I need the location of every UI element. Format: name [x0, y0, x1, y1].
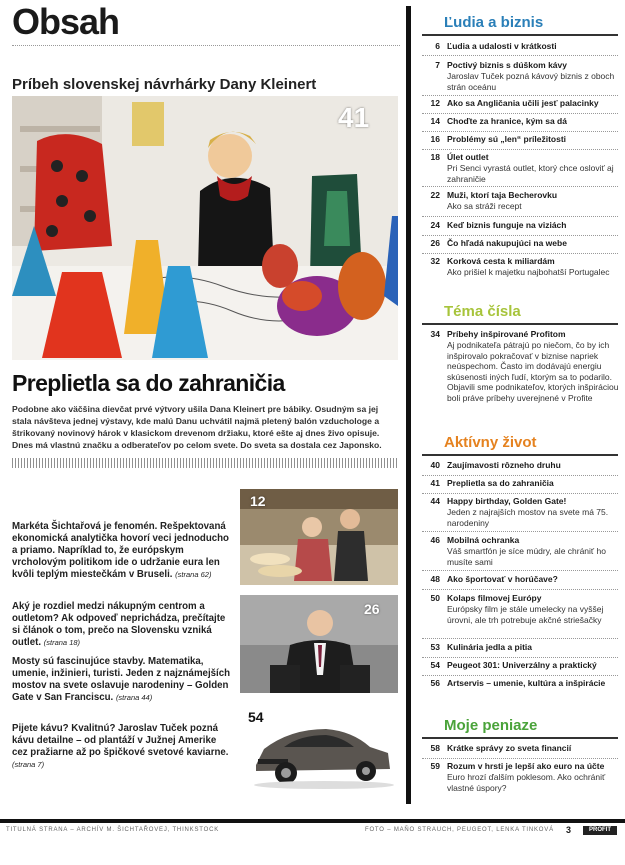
- toc-title: Čo hľadá nakupujúci na webe: [447, 238, 567, 248]
- toc-divider: [422, 216, 618, 217]
- toc-divider: [422, 113, 618, 114]
- toc-page: 40: [430, 460, 440, 470]
- toc-page: 56: [430, 678, 440, 688]
- toc-title: Príbehy inšpirované Profitom: [447, 329, 566, 339]
- section-title: [444, 14, 543, 31]
- toc-divider: [422, 253, 618, 254]
- toc-title: Muži, ktorí tajа Becherovku: [447, 190, 558, 200]
- section-title: [444, 717, 537, 734]
- toc-divider: [422, 55, 618, 56]
- section-rule: [422, 323, 618, 325]
- toc-title: Peugeot 301: Univerzálny a praktický: [447, 660, 597, 670]
- toc-desc: Európsky film je stále umelecky na vyššej úrovni, ale trh potrebuje akčné striešačky: [447, 604, 604, 625]
- footer-rule: [0, 819, 625, 823]
- toc-divider: [422, 131, 618, 132]
- toc-desc: Ako sa stráži recept: [447, 201, 522, 211]
- teaser-item[interactable]: [12, 656, 232, 704]
- toc-page: 34: [430, 329, 440, 339]
- toc-title: Problémy sú „len“ príležitosti: [447, 134, 567, 144]
- section-rule: [422, 34, 618, 36]
- toc-page: 50: [430, 593, 440, 603]
- feature-kicker: Príbeh slovenskej návrhárky Dany Kleinert: [12, 76, 317, 93]
- toc-page: 41: [430, 478, 440, 488]
- toc-desc: Aj podnikateľa pátrajú po niečom, čo by ich inšpirovalo pokračovať v biznise napriek neúspechom. Často im dodávajú energiu skúsenosti iných ľudí, ktorým sa to podarilo. Objavili sme podnikateľov, ktorých inšpiráciou boli práve príbehy uverejnené v Profite: [447, 340, 619, 403]
- section-heading: Téma čísla: [444, 303, 521, 320]
- thumb-pancakes[interactable]: [240, 489, 398, 585]
- toc-desc: Euro hrozí ďalším poklesom. Ako ochrániť vlastné úspory?: [447, 772, 606, 793]
- photo-credit-right: FOTO – MAŇO STRAUCH, PEUGEOT, LENKA TINKOVÁ: [365, 827, 554, 833]
- toc-divider: [422, 493, 618, 494]
- toc-divider: [422, 758, 618, 759]
- toc-desc: Jeden z najrajších mostov na svete má 75. narodeniny: [447, 507, 609, 528]
- thumb-page-number: 12: [250, 493, 266, 509]
- toc-title: Kolaps filmovej Európy: [447, 593, 542, 603]
- toc-title: Preplietla sa do zahraničia: [447, 478, 554, 488]
- section-rule: [422, 454, 618, 456]
- toc-page: 54: [430, 660, 440, 670]
- toc-divider: [422, 638, 618, 639]
- toc-title: Úlet outlet: [447, 152, 489, 162]
- toc-page: 18: [430, 152, 440, 162]
- toc-desc: Váš smartfón je síce múdry, ale chrániť ho musíte sami: [447, 546, 606, 567]
- page-number: 3: [566, 825, 572, 835]
- toc-title: Krátke správy zo sveta financií: [447, 743, 572, 753]
- magazine-logo: PROFIT: [583, 826, 617, 835]
- feature-page-number: 41: [338, 102, 370, 133]
- section-title: [444, 434, 537, 451]
- teaser-text: Aký je rozdiel medzi nákupným centrom a outletom? Ak odpoveď neprichádza, prečítajte si článok o tom, prečo na Slovensku vzniká outlet.: [12, 601, 226, 648]
- teaser-text: Mosty sú fascinujúce stavby. Matematika, umenie, inžinieri, turisti. Jeden z najznámejších mostov na svete oslavuje narodeniny – Golden Gate v San Franciscu.: [12, 656, 231, 703]
- toc-divider: [422, 186, 618, 187]
- teaser-item[interactable]: [12, 521, 232, 581]
- photo-credit-left: TITULNÁ STRANA – ARCHÍV M. ŠICHTAŘOVEJ, THINKSTOCK: [6, 827, 220, 833]
- designer-studio-illustration: [12, 96, 398, 360]
- toc-divider: [422, 235, 618, 236]
- teaser-text: Markéta Šichtařová je fenomén. Rešpektovaná ekonomická analytička hovorí veci jednoducho a priamo. Napríklad to, že európskym vrcholovým politikom ide o udržanie eura len kvôli teplým miestečkám v Bruseli.: [12, 521, 229, 580]
- toc-page: 59: [430, 761, 440, 771]
- teaser-page-ref: (strana 44): [115, 693, 153, 702]
- toc-divider: [422, 95, 618, 96]
- toc-page: 26: [430, 238, 440, 248]
- toc-page: 24: [430, 220, 440, 230]
- toc-divider: [422, 589, 618, 590]
- toc-divider: [422, 657, 618, 658]
- section-rule: [422, 737, 618, 739]
- teaser-page-ref: (strana 18): [43, 638, 81, 647]
- toc-divider: [422, 475, 618, 476]
- toc-title: Choďte za hranice, kým sa dá: [447, 116, 567, 126]
- toc-desc: Pri Senci vyrastá outlet, ktorý chce osloviť aj zahraničie: [447, 163, 614, 184]
- teaser-text: Pijete kávu? Kvalitnú? Jaroslav Tuček pozná kávu detailne – od plantáží v Južnej Amerike cez pražiarne až po špičkové svetové kaviarne.: [12, 723, 229, 758]
- page-title: Obsah: [12, 1, 120, 42]
- toc-title: Artservis – umenie, kultúra a inšpirácie: [447, 678, 606, 688]
- teaser-item[interactable]: [12, 723, 232, 771]
- toc-divider: [422, 570, 618, 571]
- toc-title: Mobilná ochranka: [447, 535, 520, 545]
- toc-divider: [422, 149, 618, 150]
- toc-page: 48: [430, 574, 440, 584]
- toc-divider: [422, 531, 618, 532]
- toc-title: Ľudia a udalosti v krátkosti: [447, 41, 557, 51]
- toc-page: 7: [435, 60, 440, 70]
- hatch-divider: [12, 458, 398, 468]
- feature-headline[interactable]: Preplietla sa do zahraničia: [12, 370, 285, 396]
- toc-title: Ako športovať v horúčave?: [447, 574, 558, 584]
- toc-divider: [422, 675, 618, 676]
- toc-page: 14: [430, 116, 440, 126]
- thumb-interview[interactable]: [240, 595, 398, 693]
- toc-desc: Jaroslav Tuček pozná kávový biznis z oboch strán oceánu: [447, 71, 615, 92]
- column-divider: [406, 6, 411, 804]
- teaser-page-ref: (strana 7): [12, 760, 45, 769]
- toc-desc: Ako prišiel k majetku najbohatší Portugalec: [447, 267, 610, 277]
- thumb-page-number: 26: [364, 601, 380, 617]
- toc-page: 16: [430, 134, 440, 144]
- toc-title: Zaujímavosti rôzneho druhu: [447, 460, 561, 470]
- section-heading: Moje peniaze: [444, 717, 538, 734]
- section-heading: Ľudia a biznis: [444, 14, 544, 31]
- teaser-item[interactable]: [12, 601, 232, 649]
- toc-page: 44: [430, 496, 440, 506]
- toc-page: 32: [430, 256, 440, 266]
- toc-page: 46: [430, 535, 440, 545]
- toc-page: 53: [430, 642, 440, 652]
- toc-title: Kulinária jedla a pitia: [447, 642, 533, 652]
- toc-page: 6: [435, 41, 440, 51]
- toc-title: Happy birthday, Golden Gate!: [447, 496, 567, 506]
- toc-title: Poctivý biznis s dúškom kávy: [447, 60, 567, 70]
- toc-page: 58: [430, 743, 440, 753]
- feature-body: Podobne ako väčšina dievčat prvé výtvory ušila Dana Kleinert pre bábiky. Osudným sa jej stala návšteva jednej výstavy, kde malú Danu uchvátil najmä pletený balón vzduchologe a štrikovaný novinový hárok v klasickom drevenom držiaku, ktoré ešte aj dnes živo opisuje. Dnes má vlastnú značku a odberateľov po celom svete. Do sveta sa dostala cez Japonsko.: [12, 404, 382, 450]
- toc-page: 12: [430, 98, 440, 108]
- section-heading: Aktívny život: [444, 434, 537, 451]
- toc-title: Rozum v hrsti je lepší ako euro na účte: [447, 761, 605, 771]
- feature-photo: [12, 96, 398, 360]
- toc-title: Ako sa Angličania učili jesť palacinky: [447, 98, 599, 108]
- thumb-page-number: 54: [248, 709, 264, 725]
- teaser-page-ref: (strana 62): [175, 570, 212, 579]
- section-title: [444, 303, 521, 320]
- divider: [12, 45, 400, 46]
- toc-page: 22: [430, 190, 440, 200]
- thumb-car[interactable]: [240, 707, 398, 793]
- toc-title: Korková cesta k miliardám: [447, 256, 555, 266]
- toc-title: Keď biznis funguje na viziách: [447, 220, 567, 230]
